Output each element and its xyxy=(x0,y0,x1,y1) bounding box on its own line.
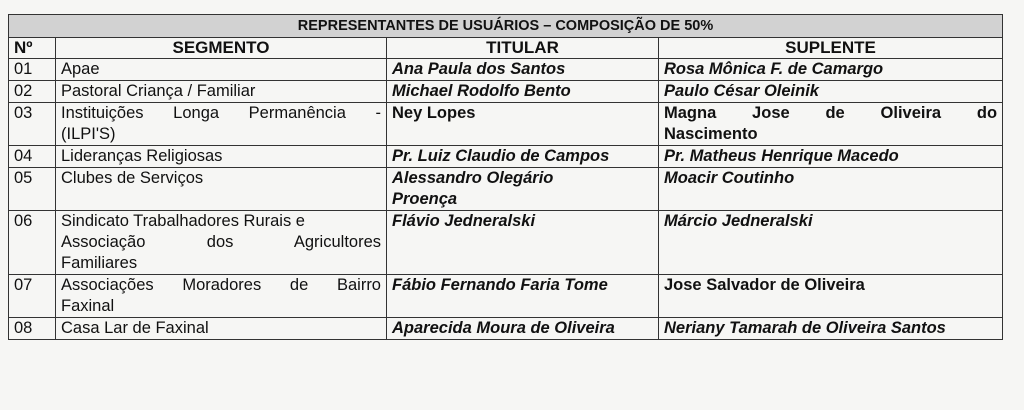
suplente-line: Nascimento xyxy=(664,125,758,143)
titular-cell xyxy=(387,318,659,340)
table-row xyxy=(9,318,1003,340)
segment-line: Faxinal xyxy=(61,297,115,315)
suplente-line: Jose Salvador de Oliveira xyxy=(664,276,865,294)
table-row xyxy=(9,59,1003,81)
suplente-cell xyxy=(659,59,1003,81)
row-number: 06 xyxy=(9,211,56,275)
table-row xyxy=(9,211,1003,275)
titular-cell xyxy=(387,81,659,103)
segment-line: Lideranças Religiosas xyxy=(61,147,223,165)
suplente-line: Rosa Mônica F. de Camargo xyxy=(664,60,884,78)
suplente-line: Pr. Matheus Henrique Macedo xyxy=(664,147,899,165)
suplente-cell xyxy=(659,275,1003,318)
suplente-cell xyxy=(659,211,1003,275)
suplente-line: Magna Jose de Oliveira do xyxy=(664,104,998,122)
segment-line: Apae xyxy=(61,60,100,78)
titular-line: Flávio Jedneralski xyxy=(392,212,536,230)
segment-cell xyxy=(56,211,387,275)
segment-line: Familiares xyxy=(61,254,138,272)
suplente-cell xyxy=(659,168,1003,211)
representatives-table xyxy=(8,14,1003,340)
table-title: REPRESENTANTES DE USUÁRIOS – COMPOSIÇÃO DE 50% xyxy=(9,15,1003,38)
row-number: 02 xyxy=(9,81,56,103)
suplente-cell xyxy=(659,103,1003,146)
table-row xyxy=(9,81,1003,103)
titular-line: Proença xyxy=(392,190,458,208)
segment-cell xyxy=(56,81,387,103)
suplente-line: Márcio Jedneralski xyxy=(664,212,813,230)
suplente-cell xyxy=(659,81,1003,103)
titular-line: Alessandro Olegário xyxy=(392,169,554,187)
titular-line: Aparecida Moura de Oliveira xyxy=(392,319,615,337)
row-number: 04 xyxy=(9,146,56,168)
segment-cell xyxy=(56,146,387,168)
titular-line: Pr. Luiz Claudio de Campos xyxy=(392,147,610,165)
titular-cell xyxy=(387,59,659,81)
segment-cell xyxy=(56,168,387,211)
segment-line: Pastoral Criança / Familiar xyxy=(61,82,256,100)
segment-line: Clubes de Serviços xyxy=(61,169,204,187)
segment-cell xyxy=(56,103,387,146)
table-row xyxy=(9,275,1003,318)
table-row xyxy=(9,103,1003,146)
titular-cell xyxy=(387,275,659,318)
row-number: 07 xyxy=(9,275,56,318)
table-row xyxy=(9,146,1003,168)
titular-line: Ney Lopes xyxy=(392,104,476,122)
table-header-row xyxy=(9,38,1003,59)
header-segmento: SEGMENTO xyxy=(56,38,387,59)
segment-cell xyxy=(56,318,387,340)
row-number: 08 xyxy=(9,318,56,340)
titular-cell xyxy=(387,211,659,275)
segment-line: Casa Lar de Faxinal xyxy=(61,319,209,337)
row-number: 05 xyxy=(9,168,56,211)
segment-line: Instituições Longa Permanência - xyxy=(61,104,381,122)
header-suplente: SUPLENTE xyxy=(659,38,1003,59)
header-titular: TITULAR xyxy=(387,38,659,59)
suplente-line: Paulo César Oleinik xyxy=(664,82,819,100)
segment-line: Associação dos Agricultores xyxy=(61,233,381,251)
suplente-line: Moacir Coutinho xyxy=(664,169,795,187)
row-number: 03 xyxy=(9,103,56,146)
titular-cell xyxy=(387,168,659,211)
suplente-line: Neriany Tamarah de Oliveira Santos xyxy=(664,319,946,337)
segment-cell xyxy=(56,275,387,318)
suplente-cell xyxy=(659,146,1003,168)
table-row xyxy=(9,168,1003,211)
header-num: Nº xyxy=(9,38,56,59)
segment-line: (ILPI'S) xyxy=(61,125,116,143)
row-number: 01 xyxy=(9,59,56,81)
table-title-row xyxy=(9,15,1003,38)
titular-line: Michael Rodolfo Bento xyxy=(392,82,571,100)
titular-cell xyxy=(387,146,659,168)
titular-cell xyxy=(387,103,659,146)
segment-cell xyxy=(56,59,387,81)
titular-line: Ana Paula dos Santos xyxy=(392,60,566,78)
suplente-cell xyxy=(659,318,1003,340)
titular-line: Fábio Fernando Faria Tome xyxy=(392,276,608,294)
segment-line: Associações Moradores de Bairro xyxy=(61,276,381,294)
segment-line: Sindicato Trabalhadores Rurais e xyxy=(61,212,305,230)
